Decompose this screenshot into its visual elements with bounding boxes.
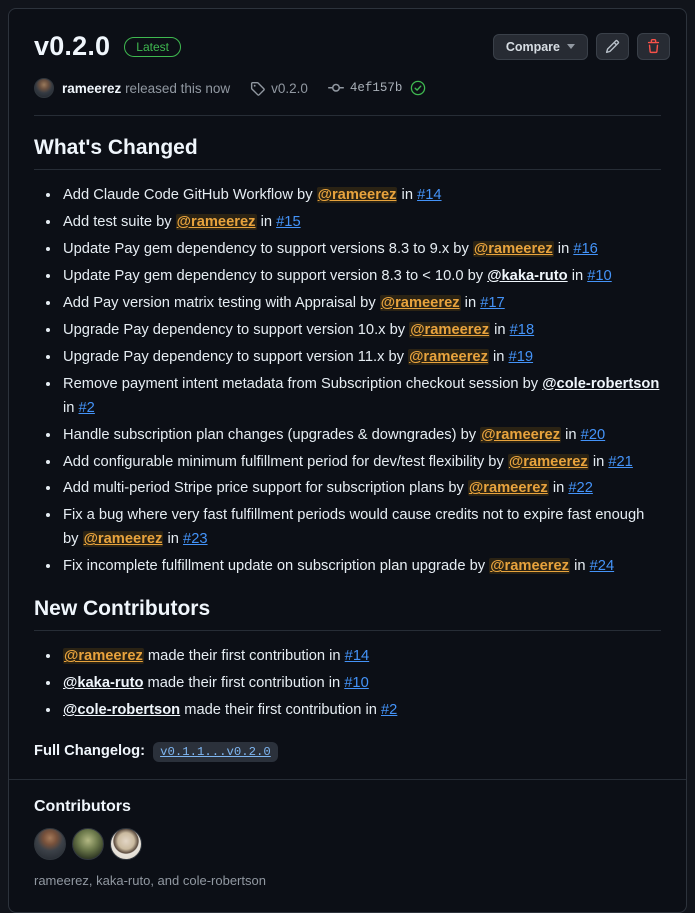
user-mention-link[interactable]: @rameerez: [83, 531, 163, 548]
user-mention-link[interactable]: @rameerez: [380, 294, 460, 311]
in-separator: in: [548, 480, 569, 497]
full-changelog-label: Full Changelog:: [34, 743, 145, 760]
pr-link[interactable]: #15: [276, 213, 301, 230]
pr-link[interactable]: #10: [587, 267, 612, 284]
changelog-item: [61, 477, 661, 501]
pr-link[interactable]: #18: [509, 321, 535, 338]
user-mention-link[interactable]: @rameerez: [473, 240, 553, 257]
user-mention-link[interactable]: @rameerez: [490, 558, 570, 575]
changelog-item: [61, 292, 661, 316]
changelog-item: [61, 555, 661, 579]
changelog-item-text: Remove payment intent metadata from Subscription checkout session by: [63, 375, 543, 392]
changelog-item-text: Add Claude Code GitHub Workflow by: [63, 187, 317, 203]
pr-link[interactable]: #2: [78, 399, 95, 416]
user-mention-link[interactable]: @rameerez: [176, 213, 256, 230]
user-mention-link[interactable]: @rameerez: [317, 187, 397, 203]
in-separator: in: [256, 213, 277, 230]
in-separator: in: [567, 267, 588, 284]
pr-link[interactable]: #22: [568, 480, 593, 497]
in-separator: in: [488, 348, 509, 365]
changelog-item-text: Update Pay gem dependency to support versions 8.3 to 9.x by: [63, 240, 473, 257]
changelog-item-text: Upgrade Pay dependency to support version 10.x by: [63, 321, 410, 338]
in-separator: in: [397, 187, 418, 203]
edit-release-button[interactable]: [596, 33, 629, 60]
user-mention-link[interactable]: @cole-robertson: [63, 702, 181, 719]
changelog-item: [61, 424, 661, 448]
latest-badge[interactable]: Latest: [124, 37, 181, 57]
changelog-item-text: Fix incomplete fulfillment update on subscription plan upgrade by: [63, 558, 490, 575]
contributors-heading: Contributors: [34, 798, 131, 816]
user-mention-link[interactable]: @rameerez: [410, 321, 490, 338]
commit-icon: [328, 80, 344, 96]
changelog-item: [61, 211, 661, 235]
release-meta-row: [34, 78, 670, 115]
tag-name: v0.2.0: [271, 80, 308, 96]
header-actions: [493, 33, 670, 60]
changelog-item-text: Handle subscription plan changes (upgrades & downgrades) by: [63, 426, 481, 443]
compare-button[interactable]: [493, 34, 588, 60]
new-contributors-list: [34, 645, 661, 723]
released-text: released this now: [125, 80, 231, 96]
user-mention-link[interactable]: @kaka-ruto: [63, 675, 144, 692]
contributor-avatar[interactable]: [110, 828, 142, 860]
release-title: v0.2.0: [34, 31, 111, 61]
changelog-item: [61, 504, 661, 552]
changelog-item-text: Add configurable minimum fulfillment period for dev/test flexibility by: [63, 453, 508, 470]
pr-link[interactable]: #20: [580, 426, 606, 443]
verified-badge-icon[interactable]: [410, 80, 426, 96]
changelog-item: [61, 319, 661, 343]
changelog-item-text: Add multi-period Stripe price support for subscription plans by: [63, 480, 468, 497]
in-separator: in: [490, 321, 510, 338]
compare-button-label: Compare: [505, 39, 560, 54]
user-mention-link[interactable]: @rameerez: [508, 453, 588, 470]
new-contributor-item: [61, 672, 661, 696]
user-mention-link[interactable]: @cole-robertson: [542, 375, 660, 392]
pr-link[interactable]: #2: [380, 702, 398, 719]
user-mention-link[interactable]: @rameerez: [481, 426, 561, 443]
author-link[interactable]: rameerez: [62, 80, 122, 96]
new-contributor-item: [61, 645, 661, 669]
user-mention-link[interactable]: @rameerez: [64, 648, 143, 665]
pr-link[interactable]: #14: [417, 187, 442, 203]
commit-group: [328, 80, 403, 96]
in-separator: in: [553, 240, 574, 257]
contributors-section: [9, 779, 686, 912]
changelog-item-text: Fix a bug where very fast fulfillment periods would cause credits not to expire fast enough by: [63, 507, 645, 548]
changelog-item-text: Add test suite by: [63, 213, 176, 230]
changelog-item-text: Add Pay version matrix testing with Appraisal by: [63, 294, 380, 311]
in-separator: in: [63, 399, 79, 416]
pr-link[interactable]: #10: [344, 675, 369, 692]
new-contributor-text: made their first contribution in: [180, 702, 381, 719]
commit-hash-link[interactable]: 4ef157b: [349, 81, 403, 95]
delete-release-button[interactable]: [637, 33, 670, 60]
in-separator: in: [163, 531, 184, 548]
in-separator: in: [570, 558, 590, 575]
new-contributor-item: [61, 699, 661, 723]
trash-icon: [646, 39, 661, 54]
pr-link[interactable]: #24: [589, 558, 615, 575]
full-changelog: [34, 743, 661, 759]
changelog-item: [61, 373, 661, 421]
changelog-item: [61, 346, 661, 370]
changelog-item: [61, 184, 661, 208]
contributor-names: rameerez, kaka-ruto, and cole-robertson: [34, 873, 266, 889]
user-mention-link[interactable]: @kaka-ruto: [487, 267, 568, 284]
in-separator: in: [460, 294, 481, 311]
whats-changed-list: [34, 184, 661, 579]
new-contributor-text: made their first contribution in: [143, 675, 345, 692]
contributor-avatar[interactable]: [72, 828, 104, 860]
new-contributors-heading: New Contributors: [34, 597, 661, 631]
title-row: [34, 31, 670, 62]
contributor-avatars: [34, 828, 661, 860]
pr-link[interactable]: #16: [573, 240, 598, 257]
changelog-item: [61, 265, 661, 289]
pr-link[interactable]: #21: [608, 453, 633, 470]
pr-link[interactable]: #17: [480, 294, 505, 311]
changelog-item: [61, 451, 661, 475]
user-mention-link[interactable]: @rameerez: [409, 348, 488, 365]
changelog-item-text: Upgrade Pay dependency to support version 11.x by: [63, 348, 409, 365]
release-body: [9, 116, 686, 779]
new-contributor-text: made their first contribution in: [143, 648, 345, 665]
user-mention-link[interactable]: @rameerez: [468, 480, 548, 497]
contributor-avatar[interactable]: [34, 828, 66, 860]
whats-changed-heading: What's Changed: [34, 136, 661, 170]
pr-link[interactable]: #19: [508, 348, 534, 365]
tag-group: [250, 81, 308, 96]
in-separator: in: [588, 453, 609, 470]
in-separator: in: [561, 426, 581, 443]
release-card: [8, 8, 687, 913]
pr-link[interactable]: #23: [183, 531, 208, 548]
author-avatar[interactable]: [34, 78, 54, 98]
full-changelog-link[interactable]: v0.1.1...v0.2.0: [153, 742, 278, 762]
changelog-item: [61, 238, 661, 262]
chevron-down-icon: [567, 44, 575, 49]
tag-icon: [250, 81, 265, 96]
pr-link[interactable]: #14: [344, 648, 370, 665]
pencil-icon: [605, 39, 620, 54]
release-header: [9, 9, 686, 115]
changelog-item-text: Update Pay gem dependency to support version 8.3 to < 10.0 by: [63, 267, 488, 284]
